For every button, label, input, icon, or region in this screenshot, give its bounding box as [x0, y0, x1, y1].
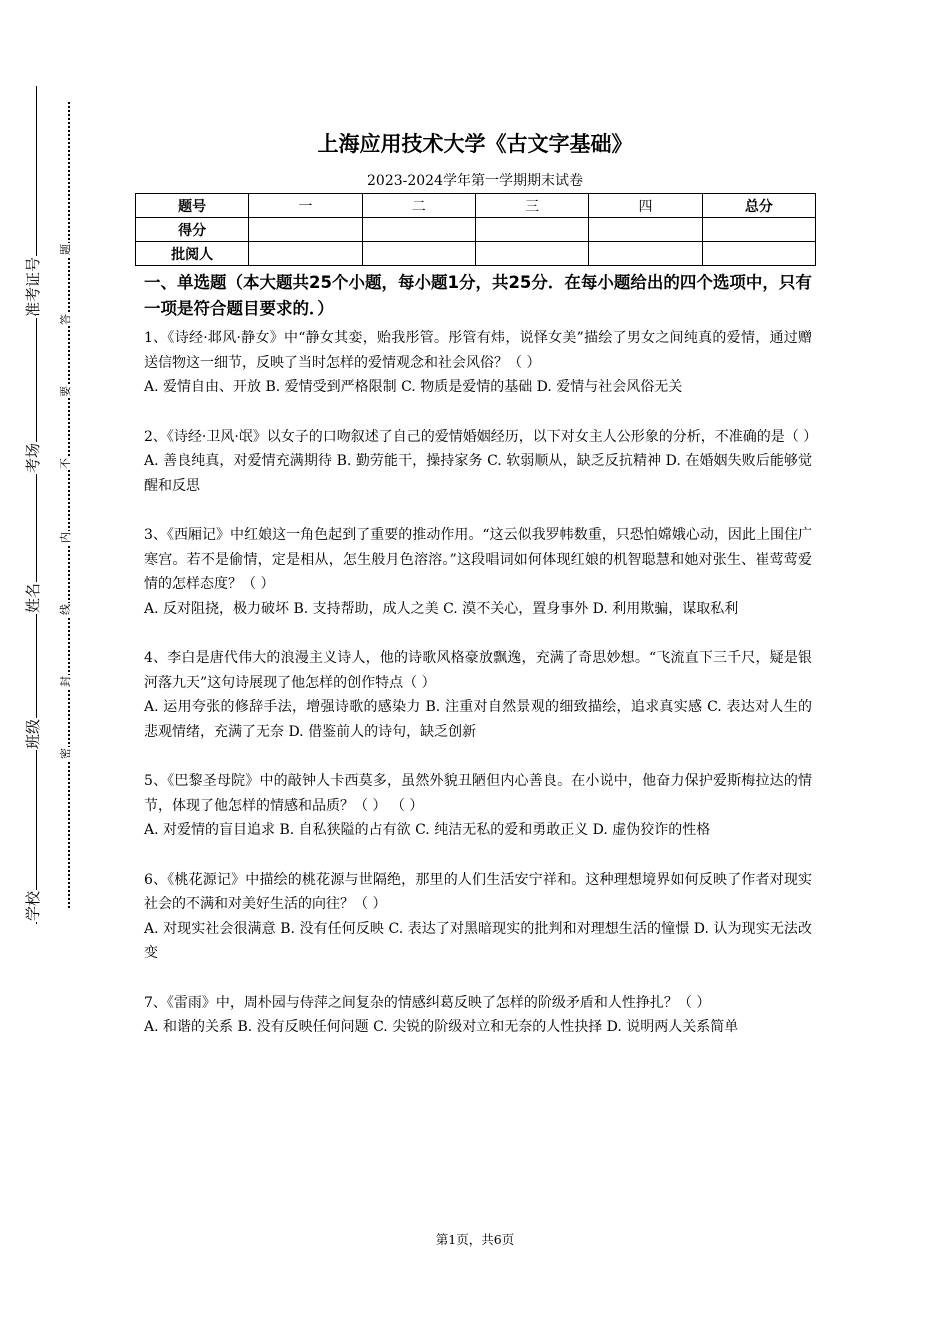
header-cell: 三: [475, 194, 588, 218]
seal-char: 线: [59, 604, 72, 615]
reviewer-cell: [362, 242, 475, 266]
question-stem: 7、《雷雨》中，周朴园与侍萍之间复杂的情感纠葛反映了怎样的阶级矛盾和人性挣扎？（ ）: [144, 994, 711, 1011]
question-stem: 3、《西厢记》中红娘这一角色起到了重要的推动作用。“这云似我罗帏数重，只恐怕嫦娥心动，因此上围住广寒宫。若不是偷情，定是相从，怎生般月色溶溶。”这段唱词如何体现红娘的机智聪慧和她对张生、崔莺莺爱情的怎样态度？（ ）: [144, 527, 812, 592]
question-stem: 1、《诗经·邶风·静女》中“静女其娈，贻我彤管。彤管有炜，说怿女美”描绘了男女之间纯真的爱情，通过赠送信物这一细节，反映了当时怎样的爱情观念和社会风俗？（ ）: [144, 330, 812, 371]
class-label: 班级: [24, 718, 42, 749]
score-cell: [362, 218, 475, 242]
header-cell: 总分: [702, 194, 815, 218]
row-label: 得分: [136, 218, 249, 242]
seal-char: 要: [59, 386, 72, 397]
question-options: A. 反对阻挠，极力破坏 B. 支持帮助，成人之美 C. 漠不关心，置身事外 D. 利用欺骗，谋取私利: [144, 600, 739, 617]
reviewer-row: [136, 242, 816, 266]
question-item: [144, 991, 812, 1040]
score-cell: [249, 218, 362, 242]
question-options: A. 对爱情的盲目追求 B. 自私狭隘的占有欲 C. 纯洁无私的爱和勇敢正义 D. 虚伪狡诈的性格: [144, 822, 711, 838]
score-cell: [702, 218, 815, 242]
reviewer-cell: [702, 242, 815, 266]
name-label: 姓名: [24, 582, 42, 613]
score-table: [135, 193, 816, 266]
reviewer-cell: [475, 242, 588, 266]
score-cell: [475, 218, 588, 242]
question-item: [144, 425, 818, 499]
seal-char: 密: [59, 748, 72, 759]
exam-title: 上海应用技术大学《古文字基础》: [317, 132, 633, 156]
score-row: [136, 218, 816, 242]
question-item: [144, 868, 812, 966]
question-item: [144, 646, 812, 744]
question-options: A. 和谐的关系 B. 没有反映任何问题 C. 尖锐的阶级对立和无奈的人性抉择 D. 说明两人关系简单: [144, 1019, 739, 1035]
exam-room-label: 考场: [24, 442, 42, 473]
header-cell: 二: [362, 194, 475, 218]
question-stem: 4、李白是唐代伟大的浪漫主义诗人，他的诗歌风格豪放飘逸，充满了奇思妙想。“飞流直下三千尺，疑是银河落九天”这句诗展现了他怎样的创作特点（ ）: [144, 650, 812, 691]
question-item: [144, 769, 812, 843]
question-stem: 6、《桃花源记》中描绘的桃花源与世隔绝，那里的人们生活安宁祥和。这种理想境界如何反映了作者对现实社会的不满和对美好生活的向往？（ ）: [144, 871, 812, 912]
header-cell: 四: [589, 194, 702, 218]
question-options: A. 爱情自由、开放 B. 爱情受到严格限制 C. 物质是爱情的基础 D. 爱情与社会风俗无关: [144, 379, 683, 395]
seal-char: 封: [59, 676, 72, 687]
seal-char: 题: [59, 244, 72, 255]
row-label: 批阅人: [136, 242, 249, 266]
question-options: A. 运用夸张的修辞手法，增强诗歌的感染力 B. 注重对自然景观的细致描绘，追求真实感 C. 表达对人生的悲观情绪，充满了无奈 D. 借鉴前人的诗句，缺乏创新: [144, 699, 812, 740]
question-item: [144, 523, 812, 621]
seal-char: 内: [59, 532, 72, 543]
section-heading: 一、单选题（本大题共25个小题，每小题1分，共25分．在每小题给出的四个选项中，只有一项是符合题目要求的．）: [144, 273, 812, 318]
header-cell: 一: [249, 194, 362, 218]
binding-solid-line: [36, 86, 37, 924]
question-stem: 2、《诗经·卫风·氓》以女子的口吻叙述了自己的爱情婚姻经历，以下对女主人公形象的分析，不准确的是（ ）: [144, 428, 818, 445]
exam-content: [144, 270, 818, 1065]
question-options: A. 对现实社会很满意 B. 没有任何反映 C. 表达了对黑暗现实的批判和对理想生活的憧憬 D. 认为现实无法改变: [144, 920, 812, 961]
reviewer-cell: [589, 242, 702, 266]
question-item: [144, 326, 812, 400]
header-cell: 题号: [136, 194, 249, 218]
school-label: 学校: [24, 890, 42, 921]
reviewer-cell: [249, 242, 362, 266]
page-footer: 第1页，共6页: [435, 1232, 515, 1247]
score-cell: [589, 218, 702, 242]
question-options: A. 善良纯真，对爱情充满期待 B. 勤劳能干，操持家务 C. 软弱顺从，缺乏反抗精神 D. 在婚姻失败后能够觉醒和反思: [144, 453, 812, 494]
question-stem: 5、《巴黎圣母院》中的敲钟人卡西莫多，虽然外貌丑陋但内心善良。在小说中，他奋力保护爱斯梅拉达的情节，体现了他怎样的情感和品质？（ ） （ ）: [144, 773, 812, 814]
seal-char: 答: [59, 314, 72, 325]
binding-dotted-line: [68, 102, 70, 908]
seal-char: 不: [59, 458, 72, 469]
score-table-header-row: [136, 194, 816, 218]
exam-number-label: 准考证号: [24, 256, 42, 317]
exam-subtitle: 2023-2024学年第一学期期末试卷: [367, 173, 583, 189]
